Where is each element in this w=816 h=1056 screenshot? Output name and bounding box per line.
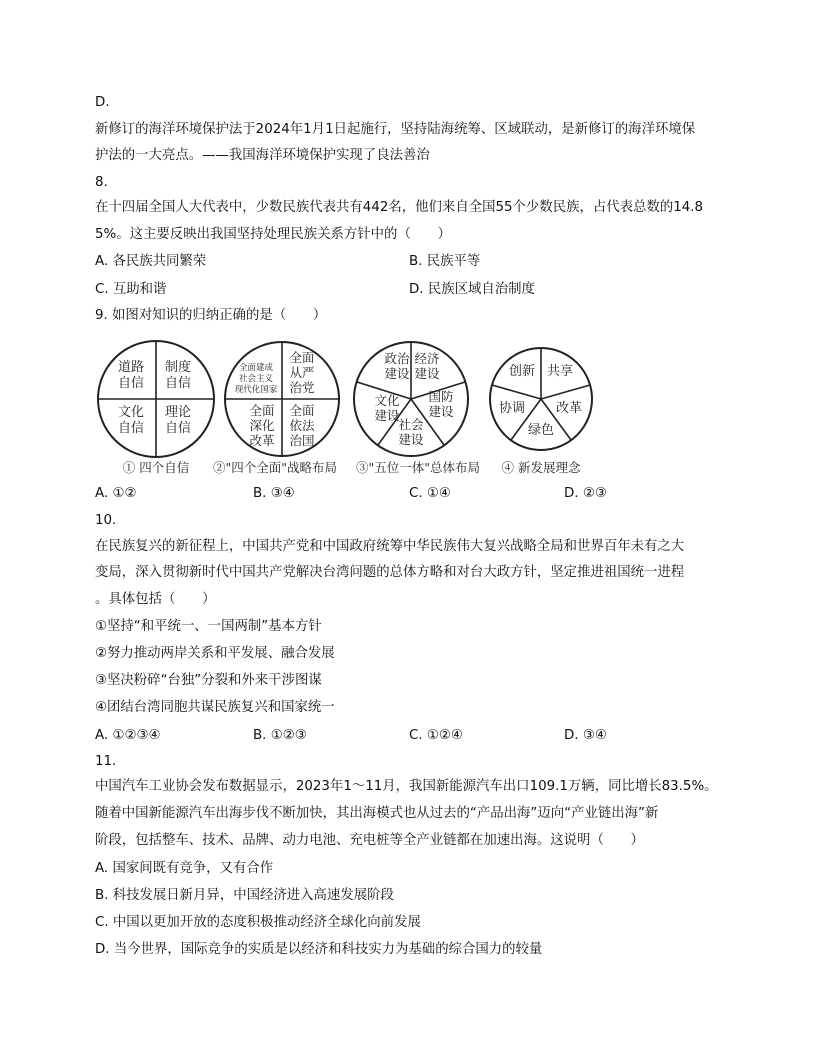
figure-cell-text: 自信: [117, 376, 145, 391]
figure-cell-text: 道路: [117, 360, 145, 375]
figure-cell-text: 建设: [428, 404, 454, 419]
q9-option-d: D. ②③: [564, 486, 607, 501]
figure-cell-text: 自信: [164, 376, 192, 391]
figure-cell-text: 全面: [289, 350, 315, 365]
figure-cell-text: 社会主义: [238, 374, 274, 384]
figure-cell-text: 经济: [414, 351, 440, 366]
q8-stem-line: 5%。这主要反映出我国坚持处理民族关系方针中的（ ）: [95, 227, 452, 242]
q10-number: 10.: [95, 513, 117, 528]
q11-option-c: C. 中国以更加开放的态度积极推动经济全球化向前发展: [95, 915, 421, 930]
figure-cell-text: 自信: [117, 421, 145, 436]
q10-stem-line: 在民族复兴的新征程上，中国共产党和中国政府统筹中华民族伟大复兴战略全局和世界百年未有之大: [95, 539, 685, 554]
figure-cell-text: 理论: [164, 405, 192, 420]
figure-cell-text: 共享: [546, 364, 574, 379]
q10-option-a: A. ①②③④: [95, 728, 161, 743]
figure-cell-text: 制度: [164, 360, 192, 375]
q9-option-c: C. ①④: [409, 486, 451, 501]
q8-option-b: B. 民族平等: [409, 254, 481, 269]
figure-cell-text: 从严: [289, 365, 315, 380]
q10-item: ①坚持“和平统一、一国两制”基本方针: [95, 619, 322, 634]
q7-option-text-line: 新修订的海洋环境保护法于2024年1月1日起施行，坚持陆海统筹、区域联动，是新修订的海洋环境保: [95, 122, 696, 137]
figure-cell-text: 文化: [117, 405, 145, 420]
figure-cell-text: 建设: [374, 408, 400, 423]
figure-caption: ③"五位一体"总体布局: [356, 460, 480, 475]
figure-caption: ④ 新发展理念: [501, 460, 581, 475]
q10-stem-line: 。具体包括（ ）: [95, 592, 216, 607]
q9-stem: 9. 如图对知识的归纳正确的是（ ）: [95, 308, 327, 323]
q8-option-a: A. 各民族共同繁荣: [95, 254, 207, 269]
figure-cell-text: 治国: [289, 433, 315, 448]
figure-caption: ②"四个全面"战略布局: [213, 460, 337, 475]
figure-cell-text: 协调: [498, 401, 526, 416]
q11-stem-line: 随着中国新能源汽车出海步伐不断加快，其出海模式也从过去的“产品出海”迈向“产业链出海”新: [95, 806, 659, 821]
figure-four-confidences: [98, 341, 214, 475]
figure-cell-text: 建设: [384, 366, 410, 381]
figure-five-in-one: [354, 342, 480, 475]
q11-option-a: A. 国家间既有竞争，又有合作: [95, 861, 274, 876]
figure-cell-text: 文化: [374, 393, 400, 408]
q9-option-b: B. ③④: [253, 486, 295, 501]
figure-cell-text: 政治: [384, 351, 410, 366]
q9-figure-strip: [0, 335, 816, 480]
q8-option-d: D. 民族区域自治制度: [409, 282, 535, 297]
figure-cell-text: 依法: [289, 418, 315, 433]
figure-cell-text: 创新: [508, 364, 536, 379]
figure-cell-text: 深化: [249, 418, 275, 433]
figure-cell-text: 改革: [249, 433, 275, 448]
figure-four-comprehensives: [213, 342, 339, 475]
q11-stem-line: 阶段，包括整车、技术、品牌、动力电池、充电桩等全产业链都在加速出海。这说明（ ）: [95, 833, 645, 848]
q11-option-d: D. 当今世界，国际竞争的实质是以经济和科技实力为基础的综合国力的较量: [95, 942, 543, 957]
q10-item: ②努力推动两岸关系和平发展、融合发展: [95, 646, 335, 661]
q11-option-b: B. 科技发展日新月异，中国经济进入高速发展阶段: [95, 888, 394, 903]
figure-cell-text: 现代化国家: [234, 385, 278, 395]
figure-new-development-philosophy: [490, 348, 592, 475]
q10-item: ④团结台湾同胞共谋民族复兴和国家统一: [95, 700, 335, 715]
figure-cell-text: 全面: [249, 403, 275, 418]
figure-cell-text: 建设: [398, 432, 424, 447]
q10-option-c: C. ①②④: [409, 728, 463, 743]
q9-option-a: A. ①②: [95, 486, 137, 501]
q10-item: ③坚决粉碎“台独”分裂和外来干涉图谋: [95, 673, 322, 688]
q10-stem-line: 变局，深入贯彻新时代中国共产党解决台湾问题的总体方略和对台大政方针，坚定推进祖国统一进程: [95, 565, 685, 580]
q7-option-label: D.: [95, 95, 110, 110]
figure-cell-text: 改革: [555, 401, 583, 416]
figure-cell-text: 社会: [398, 417, 424, 432]
figure-cell-text: 绿色: [527, 423, 555, 438]
q11-number: 11.: [95, 754, 117, 769]
figure-cell-text: 国防: [428, 389, 454, 404]
q8-number: 8.: [95, 175, 108, 190]
q10-option-b: B. ①②③: [253, 728, 307, 743]
figure-caption: ① 四个自信: [122, 460, 190, 475]
q10-option-d: D. ③④: [564, 728, 607, 743]
q11-stem-line: 中国汽车工业协会发布数据显示，2023年1～11月，我国新能源汽车出口109.1万辆，同比增长83.5%。: [95, 779, 718, 794]
figure-cell-text: 自信: [164, 421, 192, 436]
figure-cell-text: 治党: [289, 380, 315, 395]
q8-stem-line: 在十四届全国人大代表中，少数民族代表共有442名，他们来自全国55个少数民族，占代表总数的14.8: [95, 200, 704, 215]
q8-option-c: C. 互助和谐: [95, 282, 167, 297]
figure-cell-text: 全面建成: [238, 363, 274, 373]
figure-cell-text: 建设: [414, 366, 440, 381]
figure-cell-text: 全面: [289, 403, 315, 418]
q7-option-text-line: 护法的一大亮点。——我国海洋环境保护实现了良法善治: [95, 148, 430, 163]
